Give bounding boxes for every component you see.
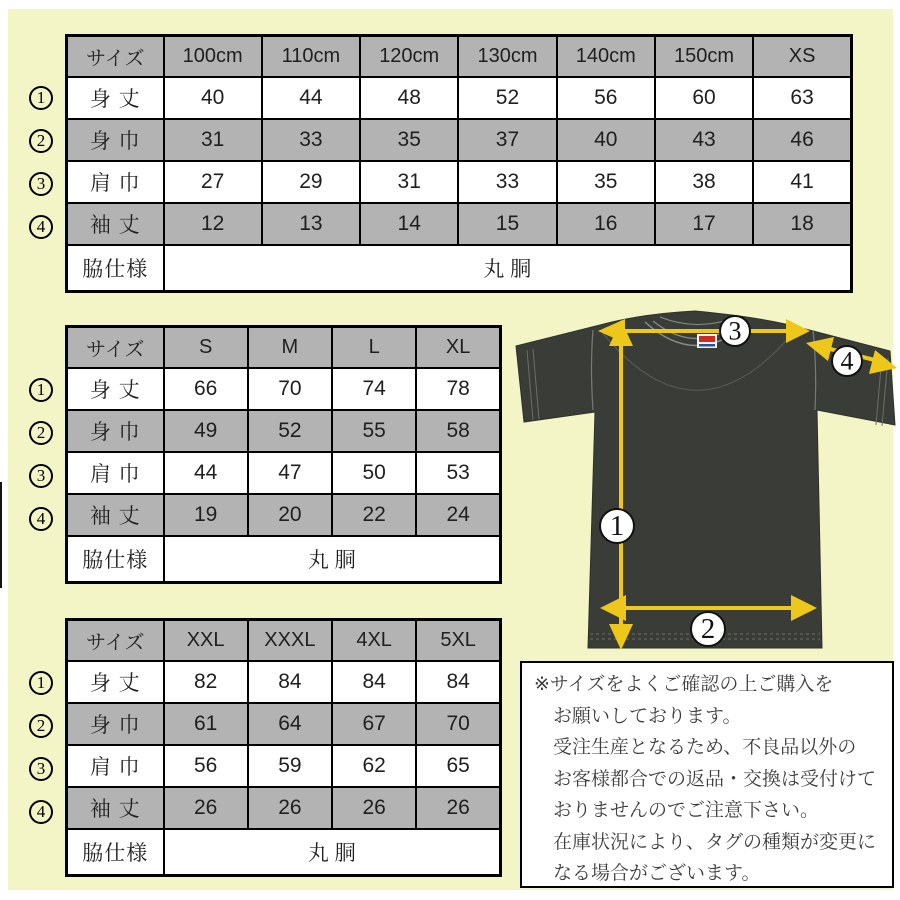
measurement-value: 84	[416, 661, 500, 703]
measurement-value: 67	[332, 703, 416, 745]
footer-label: 脇仕様	[67, 536, 164, 583]
table-row-big-4	[67, 787, 501, 829]
row-number-circle: 1	[29, 671, 53, 695]
column-header: 150cm	[655, 36, 753, 78]
measurement-value: 70	[416, 703, 500, 745]
measurement-value: 26	[416, 787, 500, 829]
measurement-value: 26	[164, 787, 248, 829]
header-row	[67, 36, 852, 78]
column-header: 5XL	[416, 620, 500, 662]
column-header: サイズ	[67, 36, 164, 78]
measurement-value: 35	[360, 119, 458, 161]
table-row-big-2	[67, 703, 501, 745]
measurement-label-2	[691, 612, 725, 646]
measurement-value: 53	[416, 452, 500, 494]
measurement-value: 62	[332, 745, 416, 787]
note-line: お願いしております。	[553, 705, 742, 727]
row-label: 袖 丈	[67, 203, 164, 245]
column-header: XL	[416, 327, 500, 369]
measurement-value: 56	[164, 745, 248, 787]
measurement-value: 49	[164, 410, 248, 452]
measurement-value: 16	[557, 203, 655, 245]
footer-value: 丸 胴	[164, 536, 501, 583]
measurement-value: 64	[248, 703, 332, 745]
column-header: XXL	[164, 620, 248, 662]
table-row-adult-2	[67, 410, 501, 452]
row-label: 身 巾	[67, 703, 164, 745]
row-number-circle: 3	[29, 172, 53, 196]
column-header: 140cm	[557, 36, 655, 78]
row-number-circle: 4	[29, 215, 53, 239]
size-table-big	[65, 618, 502, 877]
row-label: 身 巾	[67, 119, 164, 161]
measurement-value: 44	[262, 77, 360, 119]
measurement-value: 56	[557, 77, 655, 119]
measurement-value: 82	[164, 661, 248, 703]
measurement-value: 40	[164, 77, 262, 119]
column-header: サイズ	[67, 327, 164, 369]
row-number-circle: 4	[29, 800, 53, 824]
measurement-value: 29	[262, 161, 360, 203]
measurement-value: 24	[416, 494, 500, 536]
size-table-kids	[65, 34, 853, 293]
column-header: XS	[753, 36, 851, 78]
measurement-value: 66	[164, 368, 248, 410]
measurement-value: 17	[655, 203, 753, 245]
footer-row	[67, 829, 501, 876]
measurement-value: 26	[332, 787, 416, 829]
column-header: 110cm	[262, 36, 360, 78]
measurement-value: 78	[416, 368, 500, 410]
measurement-value: 44	[164, 452, 248, 494]
tshirt-diagram	[505, 298, 900, 653]
measurement-value: 60	[655, 77, 753, 119]
header-row	[67, 620, 501, 662]
measurement-value: 58	[416, 410, 500, 452]
svg-text:4: 4	[840, 346, 854, 376]
svg-text:2: 2	[700, 613, 716, 645]
measurement-value: 27	[164, 161, 262, 203]
measurement-value: 43	[655, 119, 753, 161]
table-row-kids-1	[67, 77, 852, 119]
measurement-label-3	[720, 316, 750, 346]
measurement-value: 38	[655, 161, 753, 203]
column-header: サイズ	[67, 620, 164, 662]
row-number-circle: 4	[29, 507, 53, 531]
footer-row	[67, 245, 852, 292]
measurement-value: 74	[332, 368, 416, 410]
scan-edge-artifact	[0, 482, 2, 588]
row-number-circle: 1	[29, 86, 53, 110]
measurement-value: 22	[332, 494, 416, 536]
measurement-value: 20	[248, 494, 332, 536]
table-row-adult-3	[67, 452, 501, 494]
row-number-circle: 2	[29, 714, 53, 738]
measurement-value: 19	[164, 494, 248, 536]
footer-label: 脇仕様	[67, 829, 164, 876]
table-row-big-3	[67, 745, 501, 787]
measurement-value: 61	[164, 703, 248, 745]
measurement-value: 37	[458, 119, 556, 161]
row-label: 袖 丈	[67, 494, 164, 536]
note-line: おりませんのでご注意下さい。	[553, 800, 820, 821]
measurement-label-4	[832, 346, 862, 376]
measurement-value: 14	[360, 203, 458, 245]
footer-value: 丸 胴	[164, 829, 501, 876]
note-line: なる場合がございます。	[553, 863, 761, 884]
measurement-value: 84	[332, 661, 416, 703]
size-table-adult	[65, 325, 502, 584]
measurement-value: 50	[332, 452, 416, 494]
measurement-value: 65	[416, 745, 500, 787]
measurement-value: 31	[360, 161, 458, 203]
measurement-value: 41	[753, 161, 851, 203]
row-number-circle: 1	[29, 378, 53, 402]
table-row-adult-1	[67, 368, 501, 410]
note-line: 在庫状況により、タグの種類が変更に	[553, 831, 877, 853]
svg-text:1: 1	[609, 510, 625, 542]
note-line: ※サイズをよくご確認の上ご購入を	[534, 674, 834, 695]
table-row-kids-4	[67, 203, 852, 245]
measurement-value: 40	[557, 119, 655, 161]
column-header: 120cm	[360, 36, 458, 78]
svg-text:3: 3	[728, 316, 742, 346]
column-header: 130cm	[458, 36, 556, 78]
column-header: M	[248, 327, 332, 369]
measurement-value: 15	[458, 203, 556, 245]
measurement-value: 33	[458, 161, 556, 203]
brand-tag-icon	[697, 334, 717, 348]
column-header: 100cm	[164, 36, 262, 78]
column-header: 4XL	[332, 620, 416, 662]
footer-value: 丸 胴	[164, 245, 852, 292]
row-label: 肩 巾	[67, 452, 164, 494]
measurement-value: 63	[753, 77, 851, 119]
column-header: XXXL	[248, 620, 332, 662]
note-line: お客様都合での返品・交換は受付けて	[553, 768, 877, 790]
measurement-value: 47	[248, 452, 332, 494]
note-line: 受注生産となるため、不良品以外の	[553, 737, 857, 758]
note-box	[520, 661, 894, 888]
row-number-circle: 2	[29, 421, 53, 445]
measurement-label-1	[600, 509, 634, 543]
column-header: L	[332, 327, 416, 369]
row-number-circle: 3	[29, 464, 53, 488]
row-label: 肩 巾	[67, 745, 164, 787]
measurement-value: 35	[557, 161, 655, 203]
row-label: 身 丈	[67, 368, 164, 410]
measurement-value: 12	[164, 203, 262, 245]
measurement-value: 59	[248, 745, 332, 787]
measurement-value: 70	[248, 368, 332, 410]
row-label: 袖 丈	[67, 787, 164, 829]
column-header: S	[164, 327, 248, 369]
table-row-kids-3	[67, 161, 852, 203]
row-label: 身 丈	[67, 77, 164, 119]
measurement-value: 18	[753, 203, 851, 245]
header-row	[67, 327, 501, 369]
measurement-value: 13	[262, 203, 360, 245]
table-row-big-1	[67, 661, 501, 703]
measurement-value: 55	[332, 410, 416, 452]
footer-label: 脇仕様	[67, 245, 164, 292]
row-label: 肩 巾	[67, 161, 164, 203]
footer-row	[67, 536, 501, 583]
measurement-value: 84	[248, 661, 332, 703]
row-label: 身 巾	[67, 410, 164, 452]
row-number-circle: 3	[29, 757, 53, 781]
measurement-value: 46	[753, 119, 851, 161]
measurement-value: 52	[248, 410, 332, 452]
row-number-circle: 2	[29, 129, 53, 153]
table-row-kids-2	[67, 119, 852, 161]
measurement-value: 33	[262, 119, 360, 161]
row-label: 身 丈	[67, 661, 164, 703]
measurement-value: 48	[360, 77, 458, 119]
measurement-value: 52	[458, 77, 556, 119]
measurement-value: 26	[248, 787, 332, 829]
table-row-adult-4	[67, 494, 501, 536]
measurement-value: 31	[164, 119, 262, 161]
